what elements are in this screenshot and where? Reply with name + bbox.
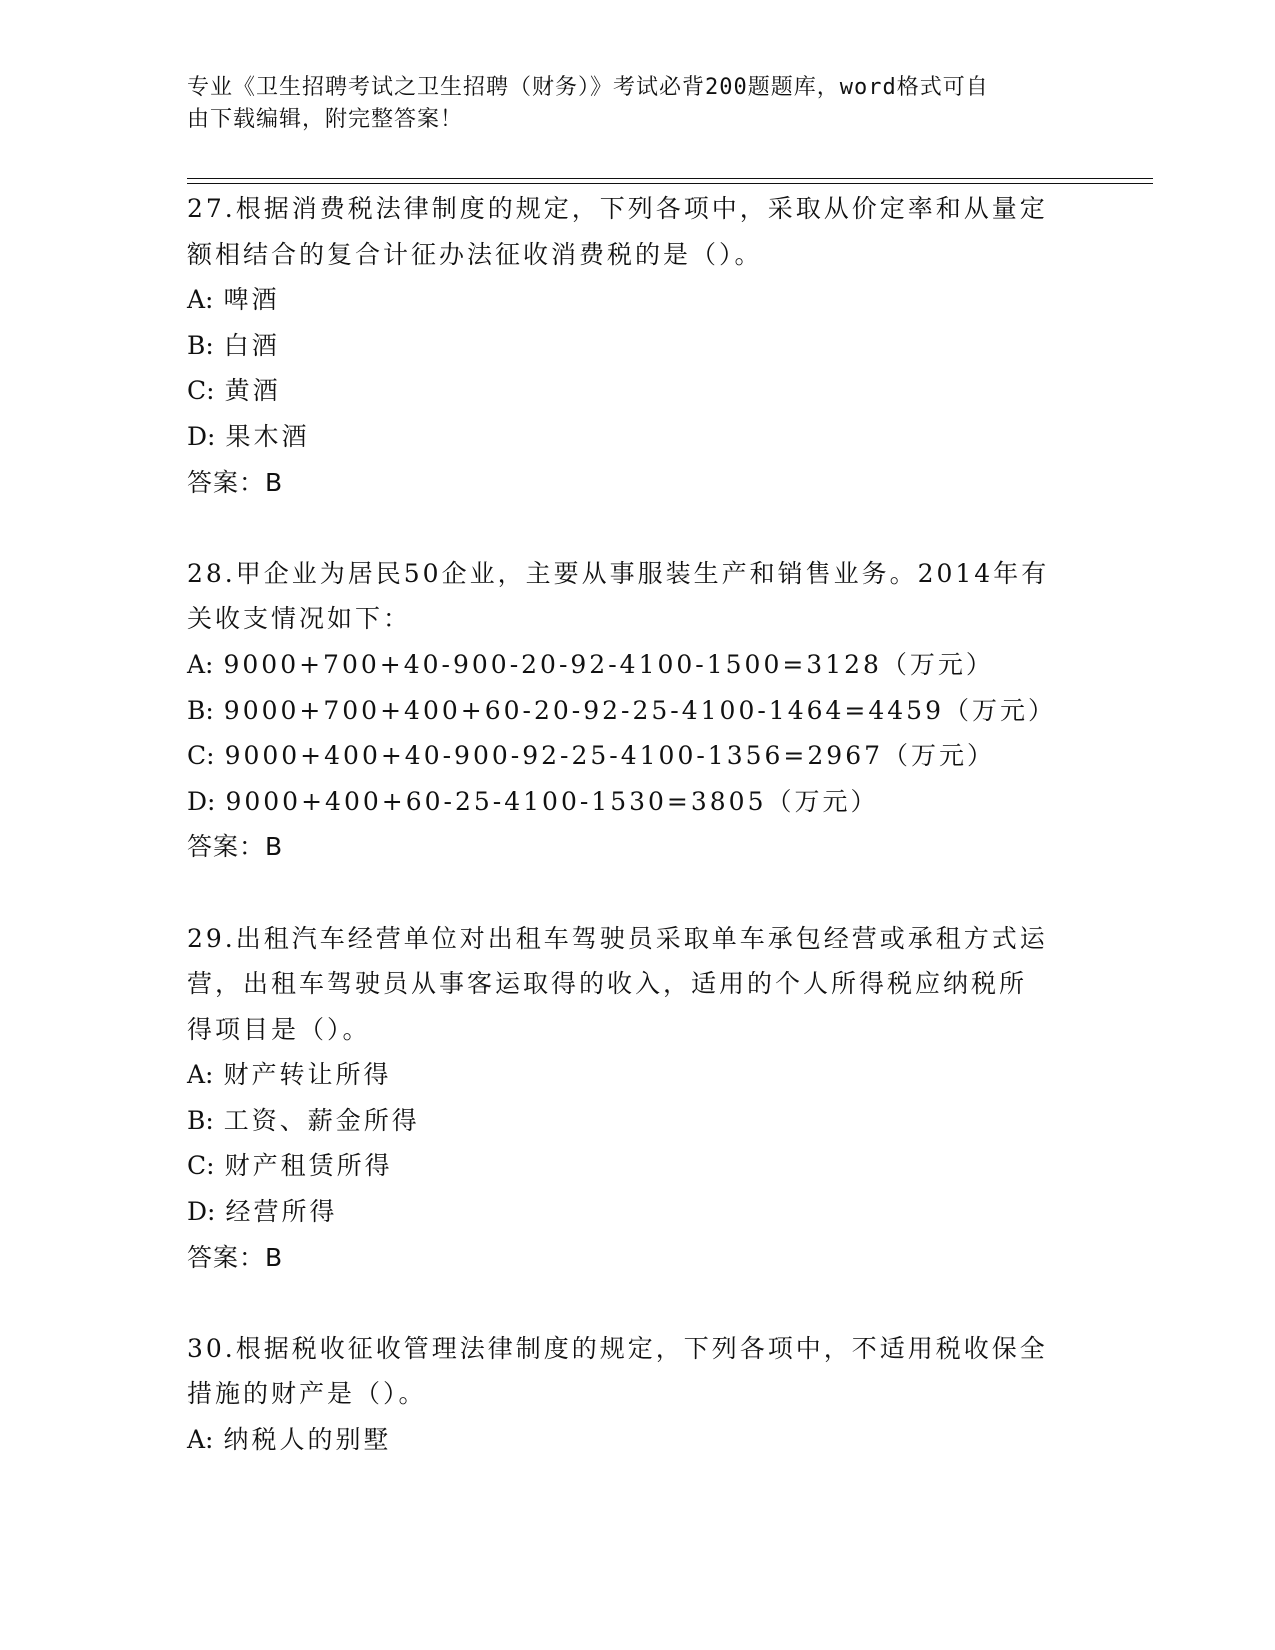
header-line-1: 专业《卫生招聘考试之卫生招聘（财务）》考试必背200题题库，word格式可自	[187, 75, 989, 100]
option-text: 纳税人的别墅	[223, 1425, 392, 1455]
option-b	[187, 688, 1087, 734]
question-spacer	[187, 505, 1087, 551]
option-b	[187, 1098, 1087, 1144]
option-text: 财产转让所得	[223, 1060, 392, 1090]
option-c	[187, 368, 1087, 414]
option-d	[187, 779, 1087, 825]
answer-line: 答案：B	[187, 467, 284, 497]
option-a	[187, 277, 1087, 323]
answer-line: 答案：B	[187, 832, 284, 862]
option-letter: B:	[187, 330, 214, 360]
option-letter: C:	[187, 376, 215, 406]
option-letter: A:	[187, 285, 214, 315]
question-text-line: 得项目是（）。	[187, 1014, 371, 1044]
option-c	[187, 1143, 1087, 1189]
question-text-line: 营，出租车驾驶员从事客运取得的收入，适用的个人所得税应纳税所	[187, 969, 1028, 999]
option-text: 9000+700+400+60-20-92-25-4100-1464=4459（万元）	[223, 695, 1056, 725]
header-divider-bottom	[187, 183, 1153, 184]
question-spacer	[187, 1280, 1087, 1326]
option-b	[187, 323, 1087, 369]
option-d	[187, 414, 1087, 460]
question-29	[187, 916, 1087, 1326]
header-line-2: 由下载编辑，附完整答案！	[187, 107, 464, 132]
option-letter: C:	[187, 1151, 215, 1181]
question-30	[187, 1326, 1087, 1463]
option-letter: A:	[187, 1060, 214, 1090]
option-letter: B:	[187, 695, 214, 725]
question-text-line: 30.根据税收征收管理法律制度的规定，下列各项中，不适用税收保全	[187, 1333, 1048, 1363]
question-text-line: 措施的财产是（）。	[187, 1379, 427, 1409]
option-text: 啤酒	[223, 285, 280, 315]
question-text-line: 关收支情况如下：	[187, 604, 412, 634]
option-d	[187, 1189, 1087, 1235]
option-a	[187, 642, 1087, 688]
option-letter: A:	[187, 1425, 214, 1455]
answer-line: 答案：B	[187, 1242, 284, 1272]
option-c	[187, 733, 1087, 779]
document-header	[187, 72, 1067, 136]
question-list	[187, 186, 1087, 1463]
option-text: 果木酒	[225, 421, 310, 451]
question-text-line: 额相结合的复合计征办法征收消费税的是（）。	[187, 239, 763, 269]
option-text: 财产租赁所得	[224, 1151, 393, 1181]
question-text-line: 29.出租汽车经营单位对出租车驾驶员采取单车承包经营或承租方式运	[187, 923, 1048, 953]
option-a	[187, 1052, 1087, 1098]
option-letter: B:	[187, 1105, 214, 1135]
header-divider-top	[187, 178, 1153, 179]
option-text: 9000+700+40-900-20-92-4100-1500=3128（万元）	[223, 649, 994, 679]
option-text: 经营所得	[225, 1197, 338, 1227]
option-text: 9000+400+40-900-92-25-4100-1356=2967（万元）	[224, 741, 996, 771]
option-text: 工资、薪金所得	[223, 1105, 420, 1135]
option-letter: D:	[187, 786, 216, 816]
option-letter: D:	[187, 1197, 216, 1227]
option-letter: C:	[187, 741, 215, 771]
question-text-line: 27.根据消费税法律制度的规定，下列各项中，采取从价定率和从量定	[187, 194, 1048, 223]
question-28	[187, 551, 1087, 916]
question-text-line: 28.甲企业为居民50企业，主要从事服装生产和销售业务。2014年有	[187, 558, 1050, 588]
option-letter: A:	[187, 649, 214, 679]
option-a	[187, 1417, 1087, 1463]
question-27	[187, 186, 1087, 551]
option-text: 黄酒	[224, 376, 281, 406]
option-letter: D:	[187, 421, 216, 451]
option-text: 9000+400+60-25-4100-1530=3805（万元）	[225, 786, 879, 816]
question-spacer	[187, 870, 1087, 916]
option-text: 白酒	[223, 330, 280, 360]
